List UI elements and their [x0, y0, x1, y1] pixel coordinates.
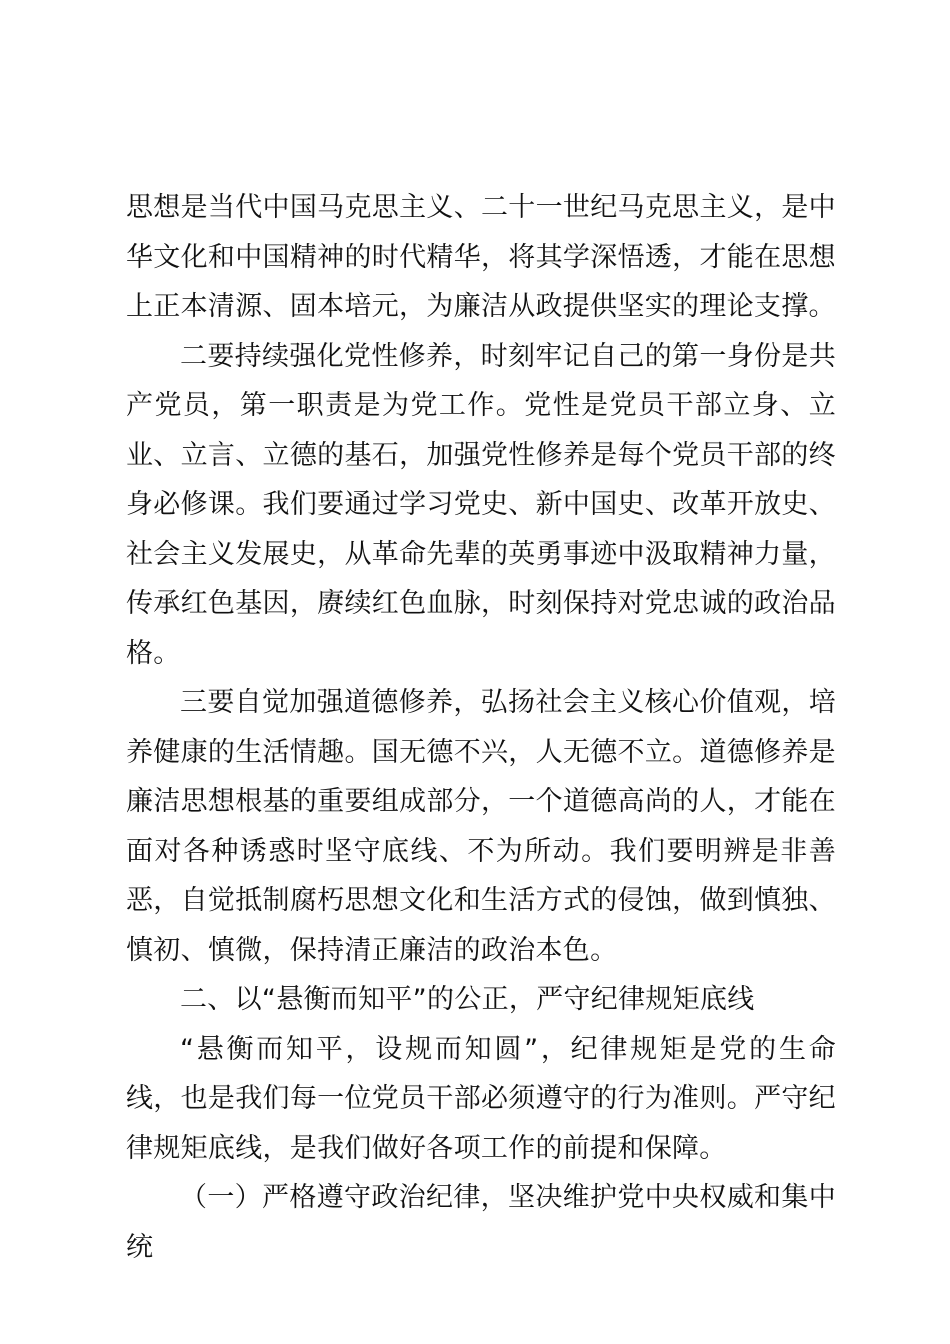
paragraph-discipline-intro: “悬衡而知平，设规而知圆”，纪律规矩是党的生命线，也是我们每一位党员干部必须遵守的行为准则。严守纪律规矩底线，是我们做好各项工作的前提和保障。	[126, 1033, 836, 1164]
paragraph-continuation: 思想是当代中国马克思主义、二十一世纪马克思主义，是中华文化和中国精神的时代精华，将其学深悟透，才能在思想上正本清源、固本培元，为廉洁从政提供坚实的理论支撑。	[126, 192, 836, 322]
paragraph-moral-cultivation: 三要自觉加强道德修养，弘扬社会主义核心价值观，培养健康的生活情趣。国无德不兴，人无德不立。道德修养是廉洁思想根基的重要组成部分，一个道德高尚的人，才能在面对各种诱惑时坚守底线、不为所动。我们要明辨是非善恶，自觉抵制腐朽思想文化和生活方式的侵蚀，做到慎独、慎初、慎微，保持清正廉洁的政治本色。	[126, 687, 836, 966]
paragraph-party-spirit: 二要持续强化党性修养，时刻牢记自己的第一身份是共产党员，第一职责是为党工作。党性是党员干部立身、立业、立言、立德的基石，加强党性修养是每个党员干部的终身必修课。我们要通过学习党史、新中国史、改革开放史、社会主义发展史，从革命先辈的英勇事迹中汲取精神力量，传承红色基因，赓续红色血脉，时刻保持对党忠诚的政治品格。	[126, 340, 836, 669]
subsection-heading-political-discipline: （一）严格遵守政治纪律，坚决维护党中央权威和集中统	[126, 1182, 836, 1263]
document-body	[126, 183, 836, 1272]
section-heading-discipline: 二、以“悬衡而知平”的公正，严守纪律规矩底线	[180, 984, 755, 1015]
